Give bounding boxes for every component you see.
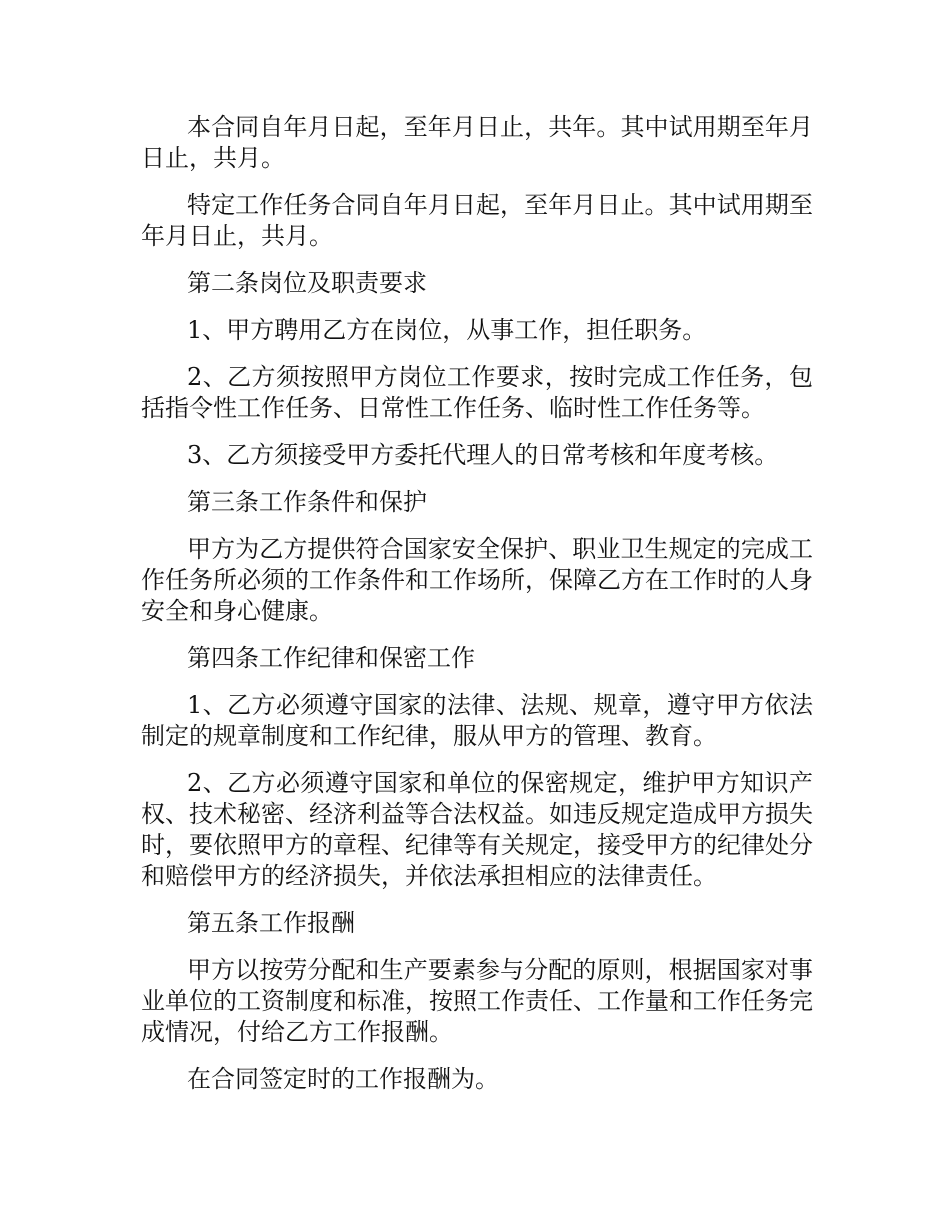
paragraph-term-period: 本合同自年月日起，至年月日止，共年。其中试用期至年月日止，共月。 [141, 113, 813, 172]
document-body [141, 112, 813, 1111]
paragraph-article-4-item-2: 2、乙方必须遵守国家和单位的保密规定，维护甲方知识产权、技术秘密、经济利益等合法权益。如违反规定造成甲方损失时，要依照甲方的章程、纪律等有关规定，接受甲方的纪律处分和赔偿甲方的经济损失，并依法承担相应的法律责任。 [141, 769, 813, 890]
paragraph-article-2-item-2: 2、乙方须按照甲方岗位工作要求，按时完成工作任务，包括指令性工作任务、日常性工作任务、临时性工作任务等。 [141, 363, 813, 422]
heading-article-2: 第二条岗位及职责要求 [187, 269, 427, 297]
paragraph-article-4-item-1: 1、乙方必须遵守国家的法律、法规、规章，遵守甲方依法制定的规章制度和工作纪律，服从甲方的管理、教育。 [141, 691, 813, 750]
heading-article-5: 第五条工作报酬 [187, 909, 355, 937]
paragraph-salary-at-signing: 在合同签定时的工作报酬为。 [187, 1065, 499, 1093]
paragraph-article-2-item-3: 3、乙方须接受甲方委托代理人的日常考核和年度考核。 [187, 441, 779, 469]
heading-article-3: 第三条工作条件和保护 [187, 488, 427, 516]
paragraph-article-3-body: 甲方为乙方提供符合国家安全保护、职业卫生规定的完成工作任务所必须的工作条件和工作场所，保障乙方在工作时的人身安全和身心健康。 [141, 535, 813, 625]
paragraph-specific-task-term: 特定工作任务合同自年月日起，至年月日止。其中试用期至年月日止，共月。 [141, 191, 813, 250]
heading-article-4: 第四条工作纪律和保密工作 [187, 644, 475, 672]
paragraph-article-2-item-1: 1、甲方聘用乙方在岗位，从事工作，担任职务。 [187, 316, 707, 344]
paragraph-article-5-body: 甲方以按劳分配和生产要素参与分配的原则，根据国家对事业单位的工资制度和标准，按照工作责任、工作量和工作任务完成情况，付给乙方工作报酬。 [141, 956, 813, 1046]
